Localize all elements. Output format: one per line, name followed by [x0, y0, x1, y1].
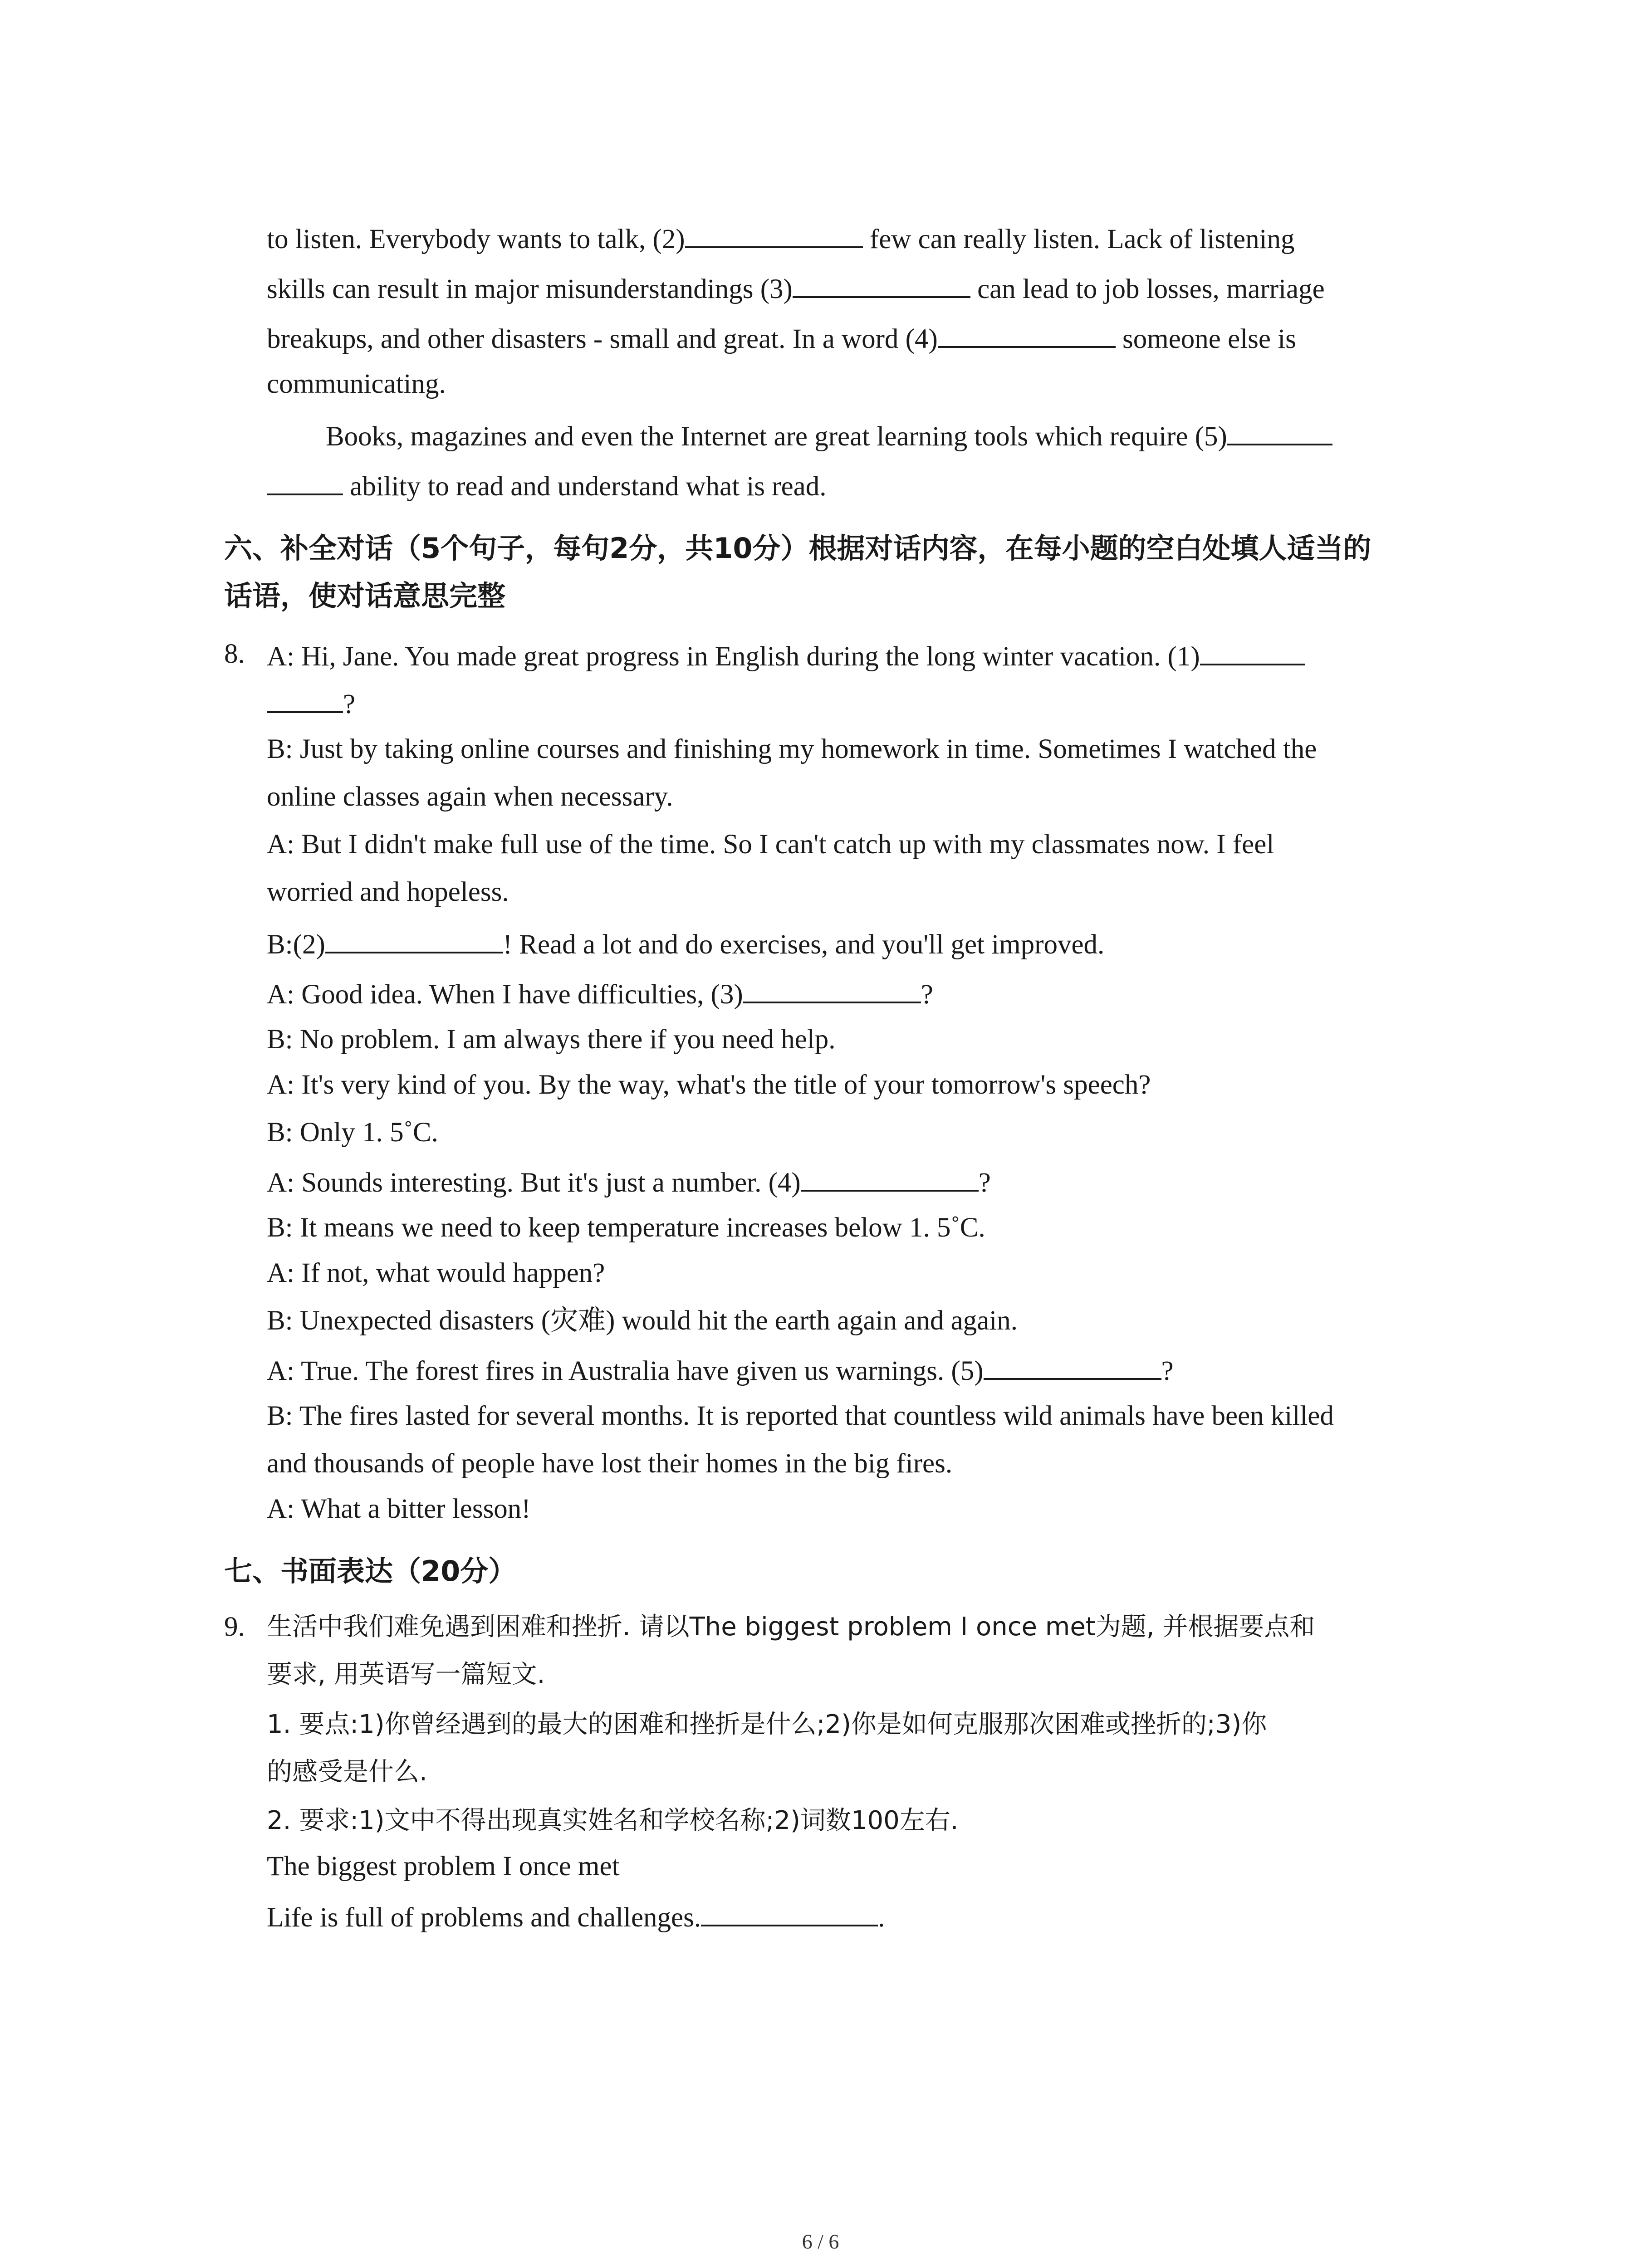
q9-essay-blank[interactable]: [701, 1898, 878, 1926]
q9-line-1: 生活中我们难免遇到困难和挫折. 请以The biggest problem I once met为题, 并根据要点和: [267, 1612, 1315, 1642]
q8-line-b4: B: Only 1. 5˚C.: [267, 1117, 438, 1148]
q9-essay-title: The biggest problem I once met: [267, 1851, 620, 1882]
q8-line-a4: A: It's very kind of you. By the way, what's the title of your tomorrow's speech?: [267, 1070, 1151, 1100]
q8-blank-1b[interactable]: [267, 685, 343, 713]
q8-line-b7-cont: and thousands of people have lost their homes in the big fires.: [267, 1448, 953, 1479]
q8-line-b1-cont: online classes again when necessary.: [267, 782, 673, 812]
passage-line-6: ability to read and understand what is read.: [267, 467, 826, 503]
answer-blank-5b[interactable]: [267, 467, 343, 495]
q8-line-a1-cont: ?: [267, 685, 355, 721]
section-6-heading-line-2: 话语，使对话意思完整: [224, 579, 506, 612]
q8-blank-3[interactable]: [743, 975, 921, 1003]
q8-line-a7: A: True. The forest fires in Australia have given us warnings. (5) ?: [267, 1352, 1174, 1388]
q9-number: 9.: [224, 1612, 245, 1642]
q9-line-5: 2. 要求:1)文中不得出现真实姓名和学校名称;2)词数100左右.: [267, 1806, 959, 1835]
q8-line-a6: A: If not, what would happen?: [267, 1258, 605, 1288]
q9-line-3: 1. 要点:1)你曾经遇到的最大的困难和挫折是什么;2)你是如何克服那次困难或挫折的;3)你: [267, 1710, 1267, 1739]
q8-line-a2: A: But I didn't make full use of the time. So I can't catch up with my classmates now. I feel: [267, 829, 1274, 860]
passage-line-5: Books, magazines and even the Internet are great learning tools which require (5): [326, 417, 1332, 453]
q9-essay-start: Life is full of problems and challenges. .: [267, 1898, 885, 1934]
q8-line-a5: A: Sounds interesting. But it's just a number. (4) ?: [267, 1163, 991, 1199]
q8-line-b7: B: The fires lasted for several months. It is reported that countless wild animals have been killed: [267, 1401, 1334, 1431]
q8-line-b3: B: No problem. I am always there if you need help.: [267, 1024, 836, 1055]
answer-blank-3[interactable]: [793, 270, 970, 298]
q8-blank-2[interactable]: [325, 925, 503, 953]
passage-line-2: skills can result in major misunderstandings (3) can lead to job losses, marriage: [267, 270, 1325, 306]
q9-line-2: 要求, 用英语写一篇短文.: [267, 1660, 545, 1689]
q8-blank-1a[interactable]: [1200, 637, 1305, 665]
passage-line-1: to listen. Everybody wants to talk, (2) few can really listen. Lack of listening: [267, 220, 1295, 256]
q8-line-a2-cont: worried and hopeless.: [267, 877, 509, 907]
answer-blank-5a[interactable]: [1227, 417, 1332, 445]
q9-line-4: 的感受是什么.: [267, 1757, 427, 1787]
q8-blank-5[interactable]: [984, 1352, 1161, 1380]
q8-line-a8: A: What a bitter lesson!: [267, 1494, 531, 1524]
section-7-heading: 七、书面表达（20分）: [224, 1554, 517, 1588]
passage-line-3: breakups, and other disasters - small and great. In a word (4) someone else is: [267, 320, 1296, 356]
q8-line-b2: B:(2) ! Read a lot and do exercises, and you'll get improved.: [267, 925, 1104, 961]
section-6-heading-line-1: 六、补全对话（5个句子，每句2分，共10分）根据对话内容，在每小题的空白处填人适当的: [224, 532, 1372, 565]
answer-blank-4[interactable]: [938, 320, 1116, 348]
q8-line-b1: B: Just by taking online courses and finishing my homework in time. Sometimes I watched the: [267, 734, 1317, 764]
q8-line-b6: B: Unexpected disasters (灾难) would hit the earth again and again.: [267, 1305, 1018, 1336]
passage-line-4: communicating.: [267, 369, 446, 399]
q8-blank-4[interactable]: [801, 1163, 979, 1192]
q8-line-b5: B: It means we need to keep temperature increases below 1. 5˚C.: [267, 1212, 985, 1243]
q8-number: 8.: [224, 639, 245, 669]
q8-line-a1: A: Hi, Jane. You made great progress in English during the long winter vacation. (1): [267, 637, 1305, 673]
q8-line-a3: A: Good idea. When I have difficulties, (3) ?: [267, 975, 933, 1011]
page-number: 6 / 6: [802, 2230, 839, 2253]
answer-blank-2[interactable]: [685, 220, 863, 248]
